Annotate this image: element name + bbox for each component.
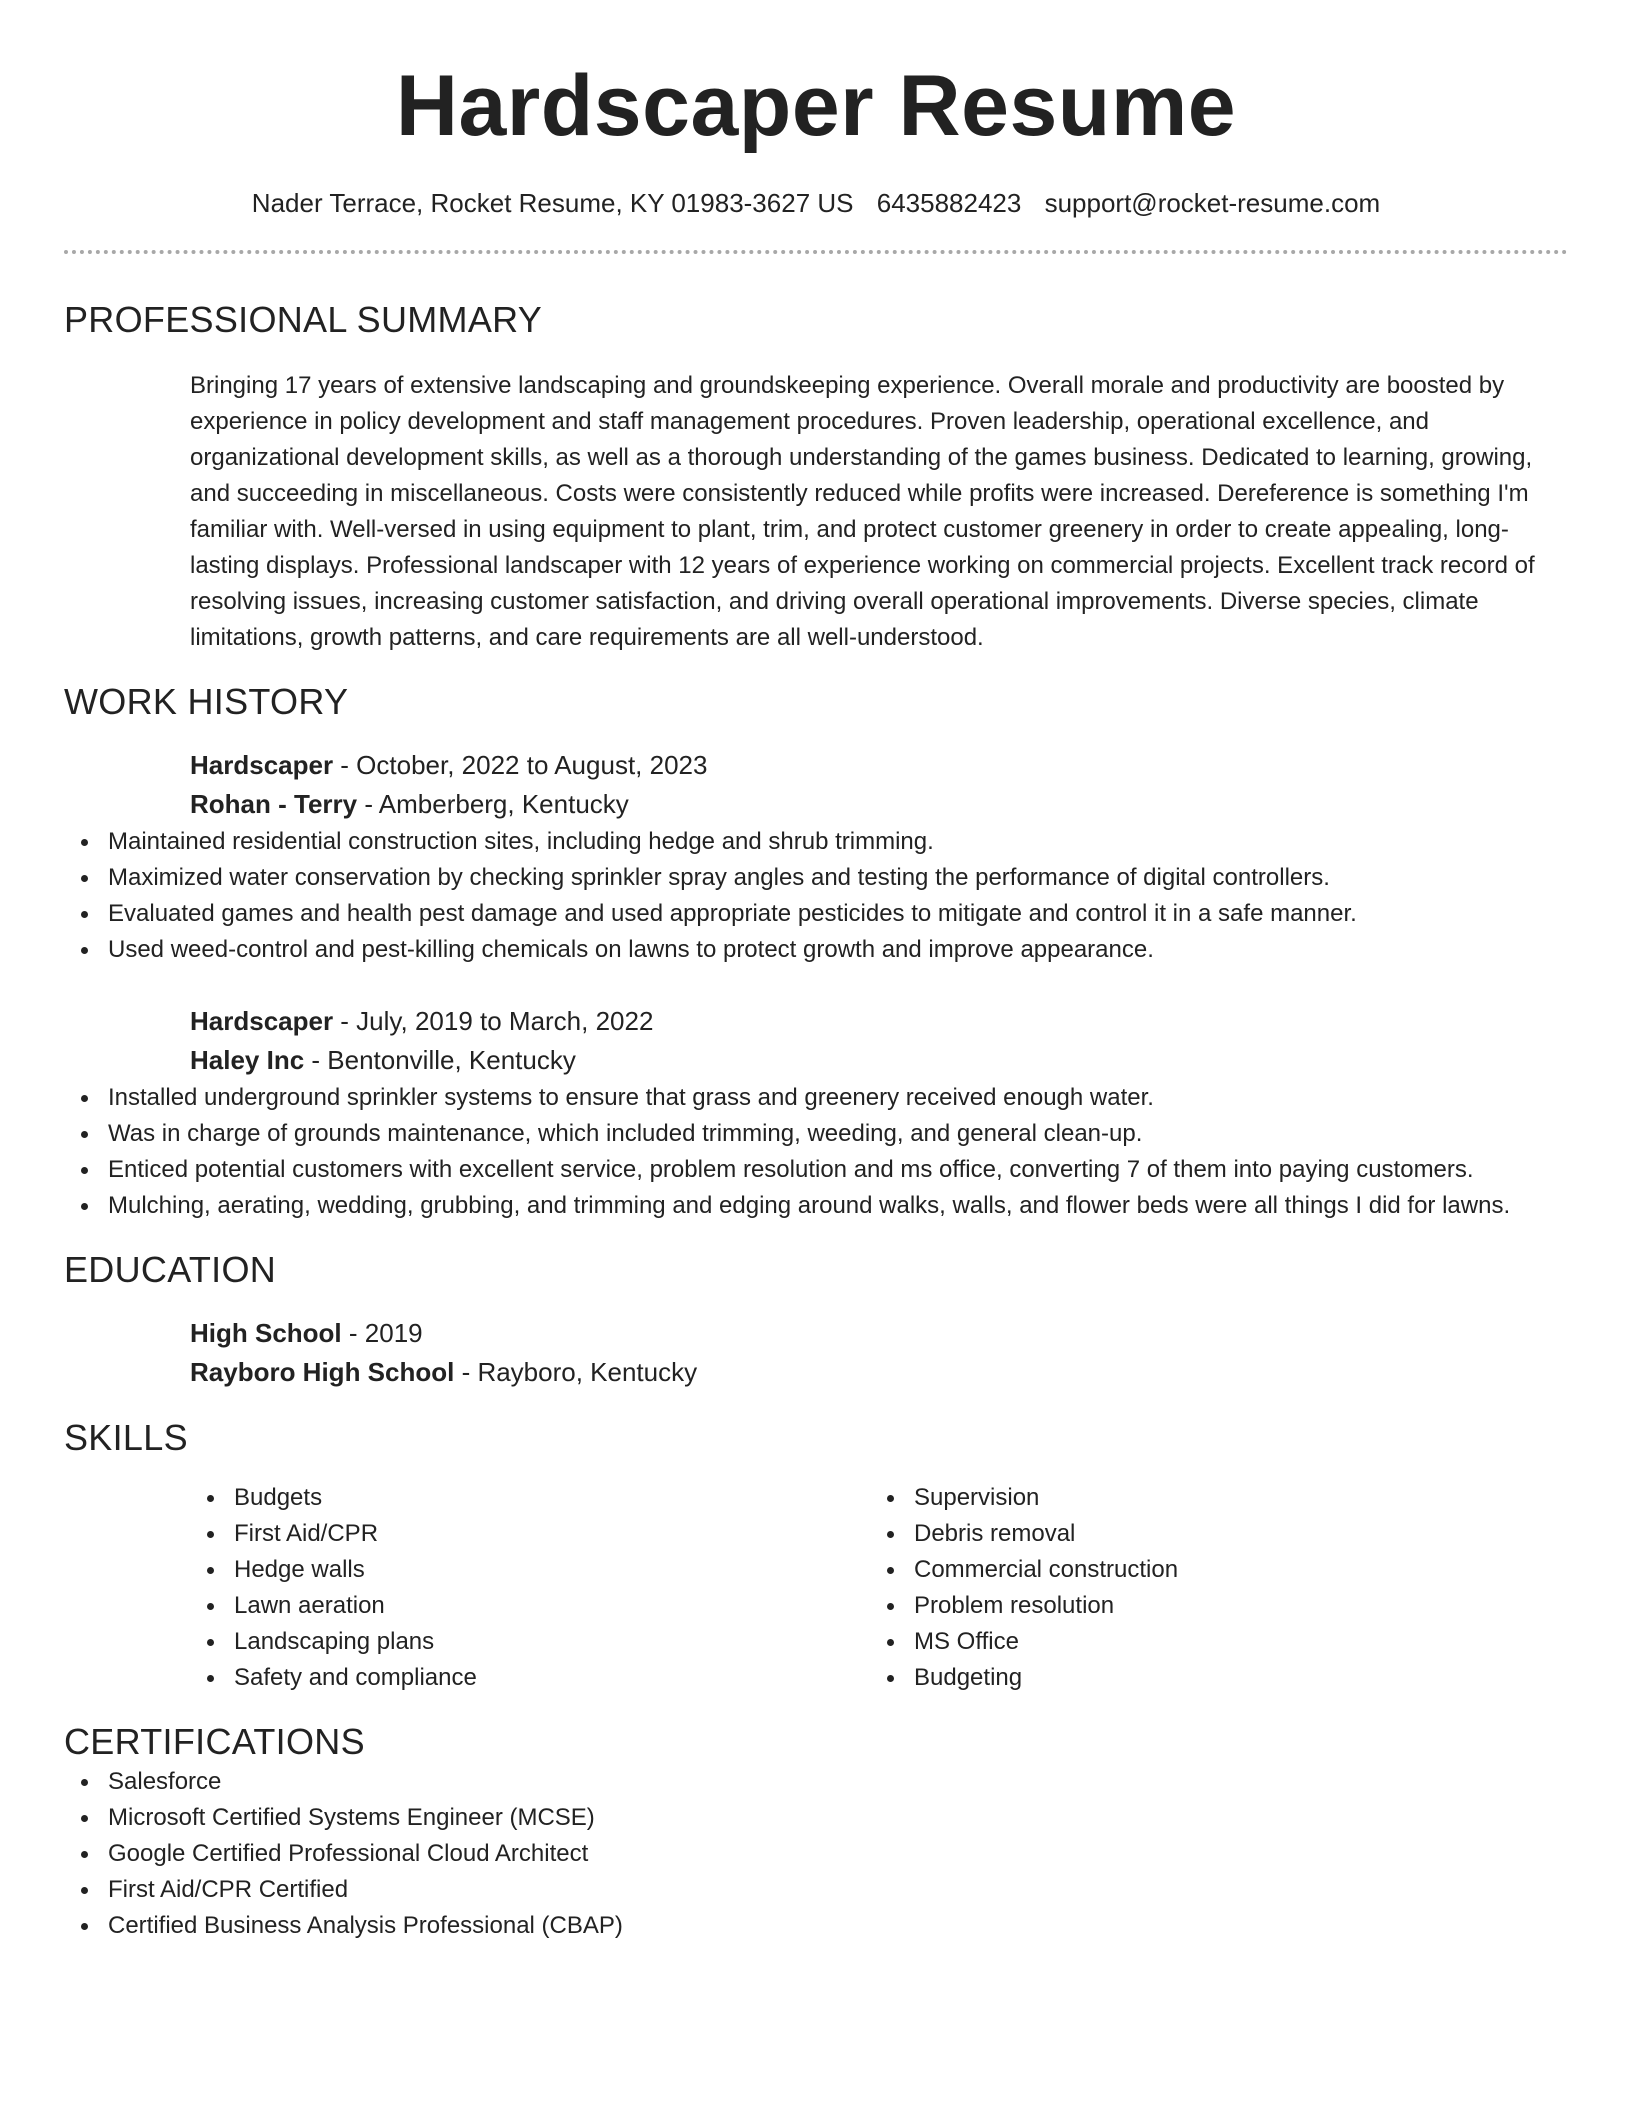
certifications-list: [64, 1764, 1568, 1944]
job-location: - Amberberg, Kentucky: [357, 789, 629, 819]
header-divider: [64, 250, 1568, 254]
certification-item: Google Certified Professional Cloud Architect: [64, 1836, 1568, 1872]
skill-item: Safety and compliance: [190, 1660, 870, 1696]
skill-item: Budgeting: [870, 1660, 1550, 1696]
job-bullet-list: [64, 1080, 1568, 1224]
education-degree: High School: [190, 1318, 342, 1348]
job-title-line: [190, 1002, 1568, 1041]
contact-phone: 6435882423: [876, 188, 1022, 218]
skill-item: Debris removal: [870, 1516, 1550, 1552]
education-degree-line: [190, 1314, 1568, 1353]
skills-grid: [190, 1480, 1568, 1696]
skill-item: Problem resolution: [870, 1588, 1550, 1624]
education-school: Rayboro High School: [190, 1357, 455, 1387]
skill-item: Budgets: [190, 1480, 870, 1516]
section-heading-education: EDUCATION: [64, 1249, 277, 1290]
skill-item: MS Office: [870, 1624, 1550, 1660]
job-title-line: [190, 746, 1568, 785]
job-company-line: [190, 1041, 1568, 1080]
job-title: Hardscaper: [190, 750, 334, 780]
skill-item: Commercial construction: [870, 1552, 1550, 1588]
job-company-line: [190, 785, 1568, 824]
job-bullet: Maintained residential construction sites, including hedge and shrub trimming.: [64, 824, 1568, 860]
job-entry: [64, 1002, 1568, 1224]
education-school-line: [190, 1353, 1568, 1392]
contact-line: [64, 186, 1568, 220]
skill-item: Lawn aeration: [190, 1588, 870, 1624]
skills-list-left: [190, 1480, 870, 1696]
job-company: Haley Inc: [190, 1045, 305, 1075]
section-heading-certifications: CERTIFICATIONS: [64, 1721, 365, 1762]
certification-item: Certified Business Analysis Professional (CBAP): [64, 1908, 1568, 1944]
skill-item: Supervision: [870, 1480, 1550, 1516]
skill-item: Landscaping plans: [190, 1624, 870, 1660]
section-heading-summary: PROFESSIONAL SUMMARY: [64, 299, 543, 340]
job-dates: - July, 2019 to March, 2022: [333, 1006, 654, 1036]
education-entry: [190, 1314, 1568, 1392]
job-bullet: Mulching, aerating, wedding, grubbing, and trimming and edging around walks, walls, and flower beds were all things I did for lawns.: [64, 1188, 1568, 1224]
job-bullet: Evaluated games and health pest damage and used appropriate pesticides to mitigate and control it in a safe manner.: [64, 896, 1568, 932]
skills-list-right: [870, 1480, 1550, 1696]
job-location: - Bentonville, Kentucky: [304, 1045, 576, 1075]
job-dates: - October, 2022 to August, 2023: [333, 750, 708, 780]
job-bullet: Was in charge of grounds maintenance, which included trimming, weeding, and general clean-up.: [64, 1116, 1568, 1152]
certification-item: Microsoft Certified Systems Engineer (MCSE): [64, 1800, 1568, 1836]
section-heading-skills: SKILLS: [64, 1417, 188, 1458]
job-bullet-list: [64, 824, 1568, 968]
job-bullet: Maximized water conservation by checking sprinkler spray angles and testing the performance of digital controllers.: [64, 860, 1568, 896]
job-title: Hardscaper: [190, 1006, 334, 1036]
education-year: - 2019: [341, 1318, 423, 1348]
contact-address: Nader Terrace, Rocket Resume, KY 01983-3627 US: [251, 188, 854, 218]
job-entry: [64, 746, 1568, 968]
certification-item: Salesforce: [64, 1764, 1568, 1800]
education-location: - Rayboro, Kentucky: [454, 1357, 698, 1387]
resume-title: Hardscaper Resume: [395, 58, 1237, 154]
job-bullet: Used weed-control and pest-killing chemicals on lawns to protect growth and improve appearance.: [64, 932, 1568, 968]
contact-email: support@rocket-resume.com: [1044, 188, 1381, 218]
job-bullet: Installed underground sprinkler systems to ensure that grass and greenery received enough water.: [64, 1080, 1568, 1116]
skill-item: Hedge walls: [190, 1552, 870, 1588]
summary-text: Bringing 17 years of extensive landscaping and groundskeeping experience. Overall morale and productivity are boosted by experience in policy development and staff management procedures. Proven leadership, operational excellence, and organizational development skills, as well as a thorough understanding of the games business. Dedicated to learning, growing, and succeeding in miscellaneous. Costs were consistently reduced while profits were increased. Dereference is something I'm familiar with. Well-versed in using equipment to plant, trim, and protect customer greenery in order to create appealing, long-lasting displays. Professional landscaper with 12 years of experience working on commercial projects. Excellent track record of resolving issues, increasing customer satisfaction, and driving overall operational improvements. Diverse species, climate limitations, growth patterns, and care requirements are all well-understood.: [190, 372, 1535, 651]
certification-item: First Aid/CPR Certified: [64, 1872, 1568, 1908]
skill-item: First Aid/CPR: [190, 1516, 870, 1552]
job-bullet: Enticed potential customers with excellent service, problem resolution and ms office, converting 7 of them into paying customers.: [64, 1152, 1568, 1188]
job-company: Rohan - Terry: [190, 789, 358, 819]
section-heading-work-history: WORK HISTORY: [64, 681, 349, 722]
